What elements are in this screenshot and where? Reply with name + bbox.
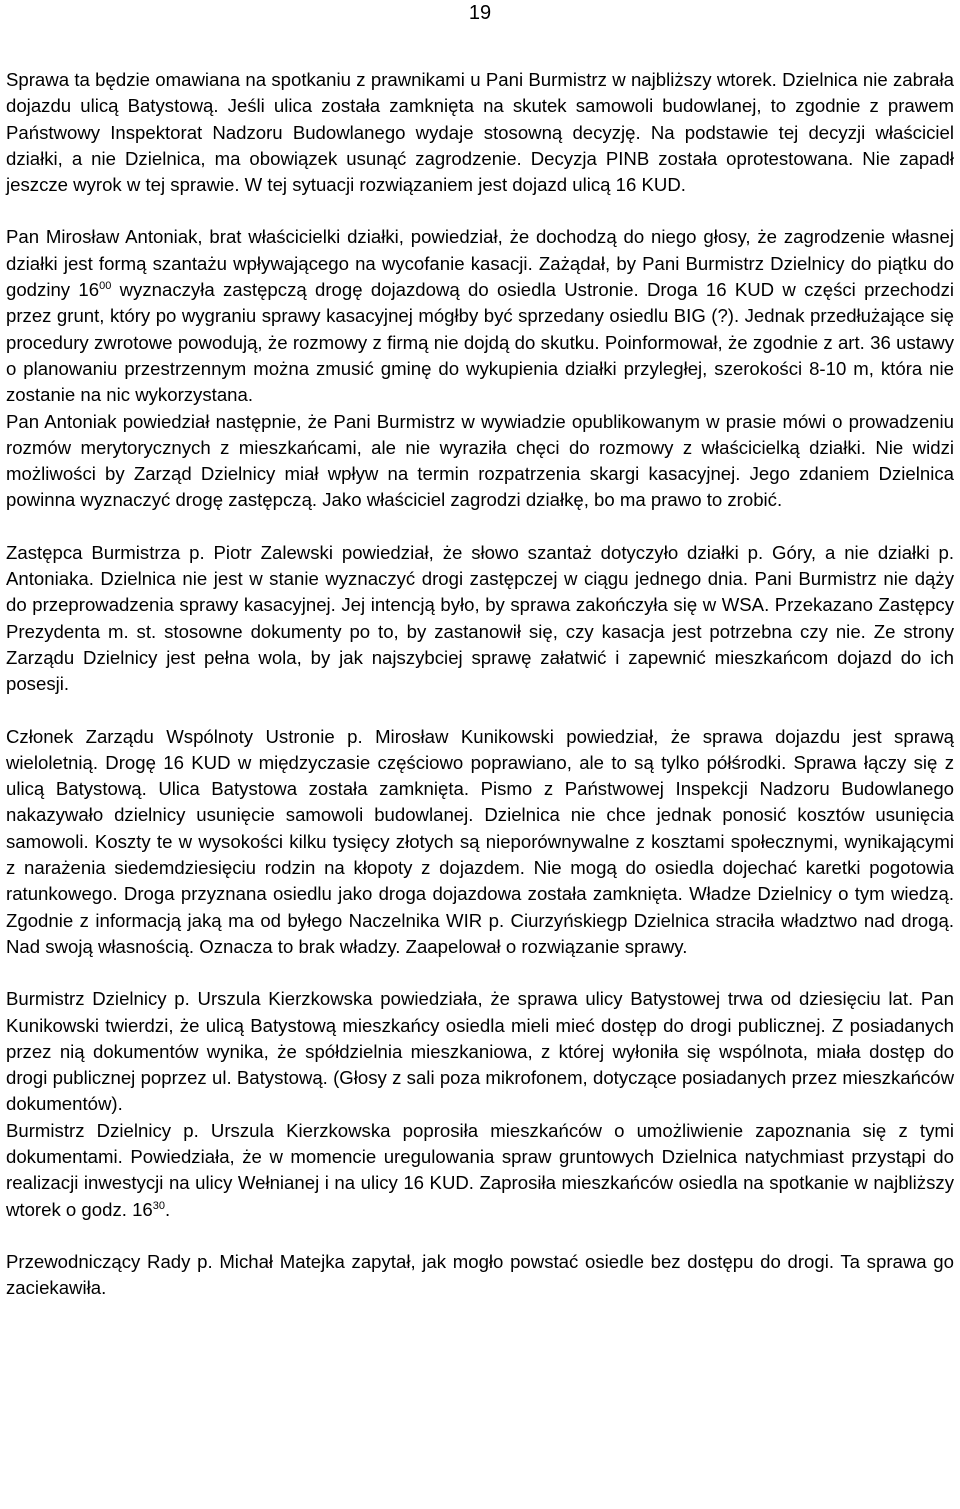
paragraph-batystowa-street: Sprawa ta będzie omawiana na spotkaniu z prawnikami u Pani Burmistrz w najbliższy wtorek. Dzielnica nie zabrała dojazdu ulicą Batystową. Jeśli ulica została zamknięta na skutek samowoli budowlanej, to zgodnie z prawem Państwowy Inspektorat Nadzoru Budowlanego wydaje stosowną decyzję. Na podstawie tej decyzji właściciel działki, a nie Dzielnica, ma obowiązek usunąć zagrodzenie. Decyzja PINB została oprotestowana. Nie zapadł jeszcze wyrok w tej sprawie. W tej sytuacji rozwiązaniem jest dojazd ulicą 16 KUD. — [6, 69, 954, 196]
document-body — [6, 67, 954, 1301]
paragraph-matejka-question: Przewodniczący Rady p. Michał Matejka zapytał, jak mogło powstać osiedle bez dostępu do drogi. Ta sprawa go zaciekawiła. — [6, 1250, 954, 1299]
paragraph-kierzkowska-text-1: Burmistrz Dzielnicy p. Urszula Kierzkowska poprosiła mieszkańców o umożliwienie zapoznania się z tymi dokumentami. Powiedziała, że w momencie uregulowania spraw gruntowych Dzielnica natychmiast przystąpi do realizacji inwestycji na ulicy Wełnianej i na ulicy 16 KUD. Zaprosiła mieszkańców osiedla na spotkanie w najbliższy wtorek o godz. 16 — [6, 1119, 954, 1220]
paragraph-kierzkowska-statement: Burmistrz Dzielnicy p. Urszula Kierzkowska powiedziała, że sprawa ulicy Batystowej trwa od dziesięciu lat. Pan Kunikowski twierdzi, że ulicą Batystową mieszkańcy osiedla mieli mieć dostęp do drogi publicznej. Z posiadanych przez nią dokumentów wynika, że spółdzielnia mieszkaniowa, z której wyłoniła się wspólnota, miała dostęp do drogi publicznej poprzez ul. Batystową. (Głosy z sali poza mikrofonem, dotyczące posiadanych przez mieszkańców dokumentów). — [6, 988, 954, 1115]
paragraph-kierzkowska-request — [6, 1118, 954, 1223]
paragraph-kunikowski-statement: Członek Zarządu Wspólnoty Ustronie p. Mirosław Kunikowski powiedział, że sprawa dojazdu jest sprawą wieloletnią. Drogę 16 KUD w międzyczasie częściowo poprawiano, ale to są tylko półśrodki. Sprawa łączy się z ulicą Batystową. Ulica Batystowa została zamknięta. Pismo z Państwowej Inspekcji Nadzoru Budowlanego nakazywało dzielnicy usunięcie samowoli budowlanej. Dzielnica nie chce jednak ponosić kosztów usunięcia samowoli. Koszty te w wysokości kilku tysięcy złotych są nieporównywalne z kosztami społecznymi, wynikającymi z narażenia siedemdziesięciu rodzin na kłopoty z dojazdem. Nie mogą do osiedla dojechać karetki pogotowia ratunkowego. Droga przyznana osiedlu jako droga dojazdowa została zamknięta. Władze Dzielnicy o tym wiedzą. Zgodnie z informacją jaką ma od byłego Naczelnika WIR p. Ciurzyńskiegp Dzielnica straciła władztwo nad drogą. Nad swoją własnością. Oznacza to brak władzy. Zaapelował o rozwiązanie sprawy. — [6, 725, 954, 957]
paragraph-kierzkowska-text-2: . — [165, 1198, 171, 1220]
paragraph-antoniak-continued: Pan Antoniak powiedział następnie, że Pani Burmistrz w wywiadzie opublikowanym w prasie mówi o prowadzeniu rozmów merytorycznych z mieszkańcami, ale nie wyraziła chęci do rozmowy z właścicielką działki. Nie widzi możliwości by Zarząd Dzielnicy miał wpływ na termin rozpatrzenia skargi kasacyjnej. Jego zdaniem Dzielnica powinna wyznaczyć drogę zastępczą. Jako właściciel zagrodzi działkę, bo ma prawo to zrobić. — [6, 410, 954, 511]
paragraph-antoniak-text-2: wyznaczyła zastępczą drogę dojazdową do osiedla Ustronie. Droga 16 KUD w części przechodzi przez grunt, który po wygraniu sprawy kasacyjnej mógłby być sprzedany osiedlu BIG (?). Jednak przedłużające się procedury zwrotowe powodują, że rozmowy z firmą nie dojdą do skutku. Poinformował, że zgodnie z art. 36 ustawy o planowaniu przestrzennym można zmusić gminę do wykupienia działki przyległej, szerokości 8-10 m, która nie zostanie na nic wykorzystana. — [6, 279, 955, 406]
paragraph-zalewski-statement: Zastępca Burmistrza p. Piotr Zalewski powiedział, że słowo szantaż dotyczyło działki p. Góry, a nie działki p. Antoniaka. Dzielnica nie jest w stanie wyznaczyć drogi zastępczej w ciągu jednego dnia. Pani Burmistrz nie dąży do przeprowadzenia sprawy kasacyjnej. Jej intencją było, by sprawa zakończyła się w WSA. Przekazano Zastępcy Prezydenta m. st. stosowne dokumenty po to, by zastanowił się, czy kasacja jest potrzebna czy nie. Ze strony Zarządu Dzielnicy jest pełna wola, by jak najszybciej sprawę załatwić i zapewnić mieszkańcom dojazd do ich posesji. — [6, 541, 954, 695]
time-superscript: 00 — [99, 279, 112, 292]
time-superscript: 30 — [152, 1199, 166, 1212]
paragraph-antoniak-text-1: Pan Mirosław Antoniak, brat właścicielki działki, powiedział, że dochodzą do niego głosy, że zagrodzenie własnej działki jest formą szantażu wpływającego na wycofanie kasacji. Zażądał, by Pani Burmistrz Dzielnicy do piątku do godziny 16 — [6, 226, 954, 301]
paragraph-antoniak-statement — [6, 224, 954, 408]
page-number: 19 — [468, 2, 492, 24]
